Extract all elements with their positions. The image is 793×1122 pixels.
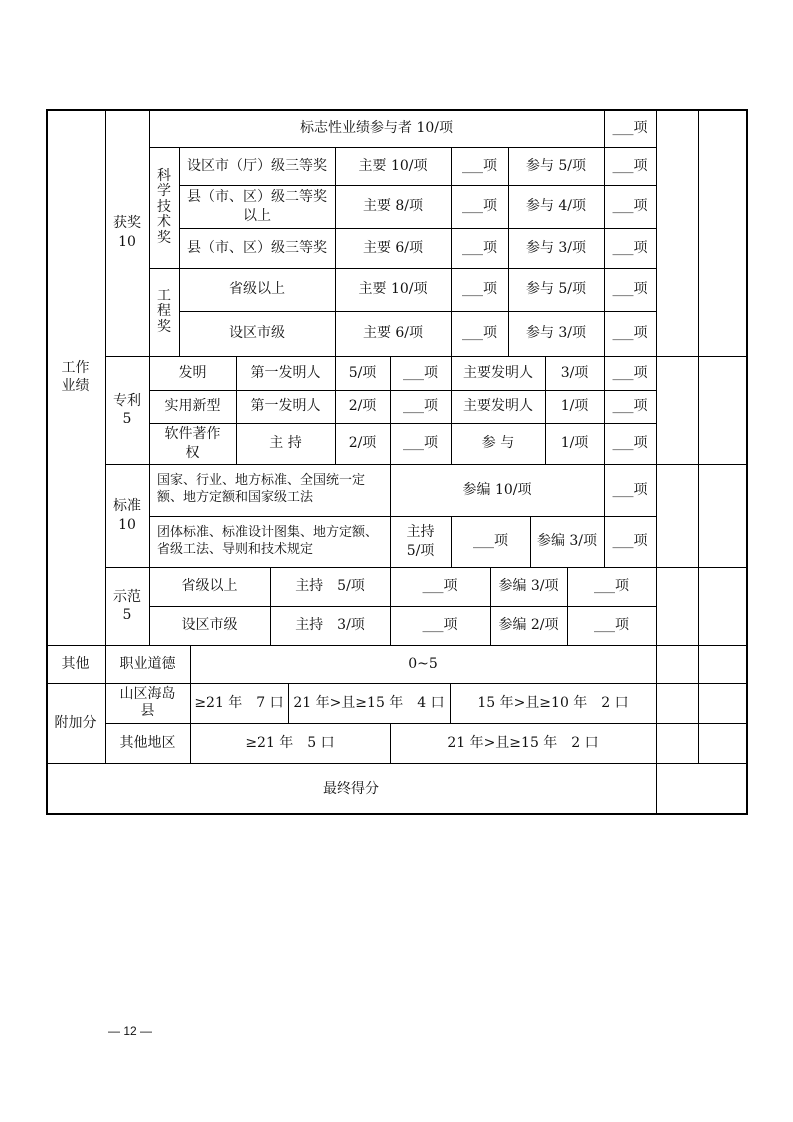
patent-main-score: 1/项 [560, 398, 589, 415]
patent-label: 专利 5 [113, 392, 141, 427]
eng-row-level: 设区市级 [229, 325, 285, 342]
bonus-mountain-tier2: 21 年>且≥15 年 4 口 [293, 694, 445, 711]
sci-row-part: 参与 5/项 [525, 157, 587, 174]
eng-row-part-count: ___项 [612, 281, 648, 298]
awards-label: 获奖 10 [113, 215, 141, 250]
patent-first: 主 持 [269, 435, 302, 452]
patent-first-score: 2/项 [348, 435, 377, 452]
demo-part-count: ___项 [594, 617, 629, 634]
demo-part-count: ___项 [594, 578, 629, 595]
bonus-other-tier2: 21 年>且≥15 年 2 口 [447, 734, 599, 751]
sci-row-main: 主要 6/项 [362, 239, 424, 256]
eng-row-main: 主要 10/项 [358, 281, 428, 298]
standard-group-host: 主持 5/项 [406, 524, 435, 559]
demo-host-count: ___项 [422, 617, 458, 634]
ethics-item: 职业道德 [119, 655, 176, 672]
patent-first-score: 5/项 [348, 364, 377, 381]
sci-row-level: 设区市（厅）级三等奖 [187, 157, 327, 174]
eng-row-part: 参与 5/项 [525, 281, 587, 298]
eng-row-main-count: ___项 [462, 281, 497, 298]
standard-group-desc: 团体标准、标准设计图集、地方定额、省级工法、导则和技术规定 [157, 524, 379, 557]
patent-type: 实用新型 [164, 398, 221, 415]
other-label: 其他 [61, 655, 90, 672]
sci-row-main: 主要 8/项 [362, 198, 424, 215]
eng-row-main-count: ___项 [462, 325, 497, 342]
sci-row-part-count: ___项 [612, 198, 648, 215]
bonus-mountain-tier3: 15 年>且≥10 年 2 口 [477, 694, 629, 711]
patent-main: 主要发明人 [463, 398, 533, 415]
sci-row-level: 县（市、区）级三等奖 [187, 239, 327, 256]
standard-national-score: 参编 10/项 [462, 481, 532, 498]
sci-row-part-count: ___项 [612, 239, 648, 256]
demo-level: 省级以上 [181, 578, 238, 595]
standard-group-part-count: ___项 [612, 533, 648, 550]
patent-first: 第一发明人 [250, 364, 321, 381]
eng-row-level: 省级以上 [229, 281, 285, 298]
patent-main-score: 3/项 [560, 364, 589, 381]
patent-main-count: ___项 [612, 364, 648, 381]
bonus-region-other: 其他地区 [119, 734, 176, 751]
patent-main-count: ___项 [612, 435, 648, 452]
patent-first-count: ___项 [403, 364, 438, 381]
standard-national-desc: 国家、行业、地方标准、全国统一定额、地方定额和国家级工法 [157, 473, 366, 505]
demo-level: 设区市级 [181, 617, 238, 634]
patent-main: 主要发明人 [463, 364, 533, 381]
demo-host: 主持 5/项 [295, 578, 365, 595]
sci-row-main-count: ___项 [462, 239, 497, 256]
standard-group-host-count: ___项 [473, 533, 508, 550]
ethics-score: 0~5 [408, 655, 438, 672]
demo-label: 示范 5 [113, 588, 141, 623]
landmark-item: 标志性业绩参与者 10/项 [300, 119, 453, 136]
standard-national-count: ___项 [612, 481, 648, 498]
eng-row-main: 主要 6/项 [362, 325, 424, 342]
patent-type: 软件著作 权 [164, 426, 221, 461]
eng-row-part-count: ___项 [612, 325, 648, 342]
patent-main-score: 1/项 [560, 435, 589, 452]
patent-first-score: 2/项 [348, 398, 377, 415]
final-score-label: 最终得分 [323, 780, 379, 797]
eng-row-part: 参与 3/项 [525, 325, 587, 342]
patent-main: 参 与 [481, 435, 515, 452]
standard-label: 标准 10 [113, 498, 141, 533]
sci-row-part-count: ___项 [612, 157, 648, 174]
sci-row-part: 参与 4/项 [525, 198, 587, 215]
patent-first-count: ___项 [403, 398, 438, 415]
patent-type: 发明 [178, 364, 207, 381]
bonus-label: 附加分 [54, 714, 97, 731]
demo-part: 参编 2/项 [498, 617, 559, 634]
sci-row-main: 主要 10/项 [358, 157, 428, 174]
sci-row-level: 县（市、区）级二等奖 以上 [187, 189, 327, 224]
sci-award-label: 科 学 技 术 奖 [157, 168, 171, 246]
demo-part: 参编 3/项 [498, 578, 559, 595]
patent-first: 第一发明人 [250, 398, 321, 415]
standard-group-part: 参编 3/项 [536, 533, 598, 550]
demo-host: 主持 3/项 [295, 617, 365, 634]
bonus-region-mountain: 山区海岛 县 [119, 686, 176, 719]
patent-first-count: ___项 [403, 435, 438, 452]
patent-main-count: ___项 [612, 398, 648, 415]
page-number: — 12 — [108, 1024, 153, 1038]
landmark-count: ___项 [612, 119, 648, 136]
category-label: 工作 业绩 [61, 359, 90, 394]
bonus-mountain-tier1: ≥21 年 7 口 [194, 694, 284, 711]
sci-row-main-count: ___项 [462, 198, 497, 215]
sci-row-main-count: ___项 [462, 157, 497, 174]
sci-row-part: 参与 3/项 [525, 239, 587, 256]
bonus-other-tier1: ≥21 年 5 口 [245, 734, 335, 751]
demo-host-count: ___项 [422, 578, 458, 595]
eng-award-label: 工 程 奖 [157, 287, 171, 335]
